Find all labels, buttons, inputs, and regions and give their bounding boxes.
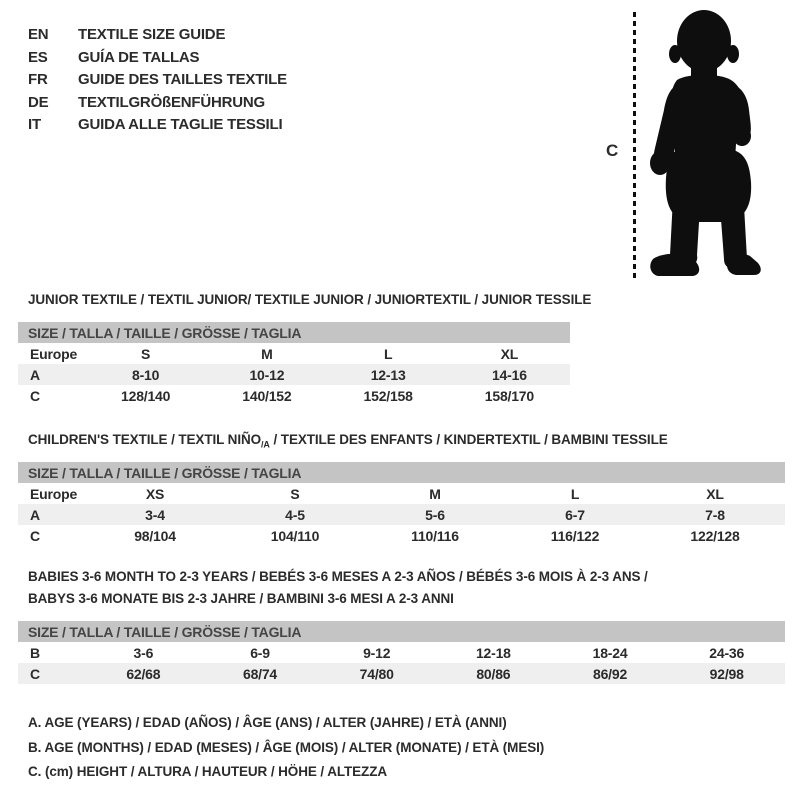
children-size-table [18, 462, 785, 546]
size-cell: L [383, 345, 393, 362]
size-cell: 62/68 [126, 665, 161, 682]
size-cell: 18-24 [592, 644, 628, 661]
language-title: GUIDE DES TAILLES TEXTILE [78, 71, 287, 88]
language-row-fr [28, 69, 287, 92]
row-label: Europe [30, 485, 78, 502]
size-cell: 6-9 [250, 644, 270, 661]
size-cell: 4-5 [285, 506, 305, 523]
language-title: TEXTILGRÖßENFÜHRUNG [78, 93, 266, 111]
table-row-age-years [18, 364, 570, 385]
size-header-band [18, 621, 785, 642]
table-row-europe [18, 343, 570, 364]
size-header-band [18, 462, 785, 483]
size-header-band-label: SIZE / TALLA / TAILLE / GRÖSSE / TAGLIA [28, 324, 302, 341]
size-cell: 24-36 [709, 644, 745, 661]
language-row-it [28, 114, 287, 137]
size-cell: 122/128 [690, 527, 740, 544]
size-cell: 3-6 [133, 644, 154, 661]
language-code: DE [28, 93, 49, 111]
junior-size-table [18, 322, 570, 406]
size-cell: 7-8 [705, 506, 725, 523]
size-cell: 80/86 [476, 665, 511, 682]
section-title-children-pre: CHILDREN'S TEXTILE / TEXTIL NIÑO [28, 432, 262, 447]
height-dashed-line [633, 12, 636, 278]
size-cell: 98/104 [134, 527, 176, 544]
section-title-babies-line2: BABYS 3-6 MONATE BIS 2-3 JAHRE / BAMBINI 3-6 MESI A 2-3 ANNI [28, 591, 454, 606]
babies-size-table [18, 621, 785, 684]
size-cell: 14-16 [491, 366, 527, 383]
size-cell: M [429, 485, 441, 502]
row-label: B [30, 644, 40, 661]
size-header-band [18, 322, 570, 343]
size-cell: 152/158 [363, 387, 413, 404]
language-code: ES [28, 48, 48, 66]
size-cell: 92/98 [709, 665, 744, 682]
language-row-en [28, 24, 287, 47]
legend-line-b: B. AGE (MONTHS) / EDAD (MESES) / ÂGE (MOIS) / ALTER (MONATE) / ETÀ (MESI) [28, 739, 545, 755]
size-cell: 9-12 [363, 644, 391, 661]
size-cell: M [261, 345, 273, 362]
row-label: Europe [30, 345, 78, 362]
size-cell: 8-10 [132, 366, 160, 383]
table-row-age-years [18, 504, 785, 525]
language-title: TEXTILE SIZE GUIDE [78, 26, 226, 43]
size-cell: XS [145, 485, 165, 502]
size-cell: XL [706, 485, 724, 502]
size-cell: 104/110 [270, 527, 320, 544]
row-label: C [30, 527, 40, 544]
language-code: FR [28, 71, 48, 88]
row-label: C [30, 665, 40, 682]
size-header-band-label: SIZE / TALLA / TAILLE / GRÖSSE / TAGLIA [28, 464, 302, 481]
size-cell: 110/116 [411, 527, 459, 544]
language-code: IT [28, 116, 41, 133]
section-title-babies [28, 566, 648, 610]
table-row-age-months [18, 642, 785, 663]
size-cell: 12-13 [370, 366, 406, 383]
row-label: C [30, 387, 40, 404]
size-cell: 158/170 [484, 387, 534, 404]
language-row-es [28, 47, 287, 70]
section-title-junior: JUNIOR TEXTILE / TEXTIL JUNIOR/ TEXTILE JUNIOR / JUNIORTEXTIL / JUNIOR TESSILE [28, 292, 592, 307]
table-row-europe [18, 483, 785, 504]
table-row-height-cm [18, 385, 570, 406]
table-row-height-cm [18, 525, 785, 546]
language-list [28, 24, 287, 137]
section-title-children-post: / TEXTILE DES ENFANTS / KINDERTEXTIL / BAMBINI TESSILE [269, 432, 668, 447]
section-title-babies-line1: BABIES 3-6 MONTH TO 2-3 YEARS / BEBÉS 3-6 MESES A 2-3 AÑOS / BÉBÉS 3-6 MOIS À 2-3 ANS / [28, 569, 648, 584]
size-cell: S [290, 485, 300, 502]
language-row-de [28, 92, 287, 115]
size-cell: 68/74 [242, 665, 278, 682]
size-cell: 3-4 [145, 506, 165, 523]
size-cell: S [141, 345, 151, 362]
size-cell: 86/92 [593, 665, 628, 682]
size-cell: 6-7 [565, 506, 585, 523]
section-title-children [28, 429, 668, 456]
table-row-height-cm [18, 663, 785, 684]
row-label: A [30, 506, 40, 523]
size-cell: 5-6 [425, 506, 445, 523]
size-header-band-label: SIZE / TALLA / TAILLE / GRÖSSE / TAGLIA [28, 623, 302, 640]
size-cell: 74/80 [359, 665, 394, 682]
legend-line-c: C. (cm) HEIGHT / ALTURA / HAUTEUR / HÖHE / ALTEZZA [28, 764, 387, 779]
size-cell: 12-18 [475, 644, 511, 661]
section-title-children-subscript: /A [261, 439, 270, 450]
size-cell: 116/122 [550, 527, 600, 544]
size-cell: 140/152 [242, 387, 292, 404]
size-cell: L [570, 485, 580, 502]
language-title: GUÍA DE TALLAS [78, 48, 200, 66]
size-cell: 128/140 [121, 387, 171, 404]
legend-line-a: A. AGE (YEARS) / EDAD (AÑOS) / ÂGE (ANS) / ALTER (JAHRE) / ETÀ (ANNI) [28, 715, 507, 730]
size-cell: XL [500, 345, 519, 362]
measurement-legend [28, 711, 544, 785]
size-cell: 10-12 [249, 366, 285, 383]
row-label: A [30, 366, 40, 383]
language-code: EN [28, 26, 49, 43]
language-title: GUIDA ALLE TAGLIE TESSILI [78, 116, 283, 133]
toddler-silhouette [640, 8, 790, 286]
height-measure-label: C [606, 141, 619, 160]
